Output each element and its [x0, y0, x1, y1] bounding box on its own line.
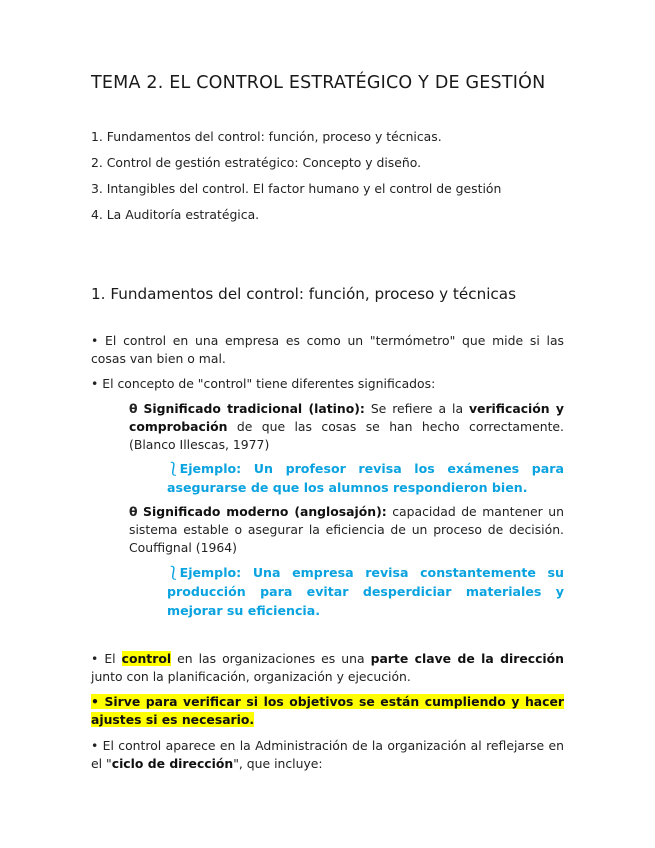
highlight-purpose: • Sirve para verificar si los objetivos se están cumpliendo y hacer ajustes si es necesario.: [91, 694, 564, 727]
p5-pre: • El control aparece en la Administración de la organización al reflejarse en el ": [91, 738, 564, 771]
example-marker-icon: ⎱: [167, 461, 180, 476]
toc-item-3: 3. Intangibles del control. El factor humano y el control de gestión: [91, 181, 502, 196]
example-teacher: [167, 459, 564, 497]
example-company: [167, 563, 564, 620]
paragraph-purpose: [91, 693, 564, 729]
highlight-control: control: [121, 651, 172, 666]
theta-bullet-icon: θ: [129, 504, 138, 519]
toc-item-1: 1. Fundamentos del control: función, proceso y técnicas.: [91, 129, 442, 144]
example-marker-icon: ⎱: [167, 565, 180, 580]
example-teacher-text: Ejemplo: Un profesor revisa los exámenes para asegurarse de que los alumnos respondieron bien.: [167, 461, 564, 495]
paragraph-control-role: [91, 650, 564, 686]
traditional-meaning: [129, 400, 564, 454]
paragraph-thermometer: • El control en una empresa es como un "termómetro" que mide si las cosas van bien o mal.: [91, 333, 564, 366]
toc-item-2: 2. Control de gestión estratégico: Concepto y diseño.: [91, 155, 422, 170]
theta-bullet-icon: θ: [129, 401, 138, 416]
modern-meaning: [129, 503, 564, 557]
p5-post: ", que incluye:: [233, 756, 323, 771]
traditional-text-1: Se refiere a la: [364, 401, 469, 416]
traditional-text-2: de que las cosas se han hecho correctamente. (Blanco Illescas, 1977): [129, 419, 564, 452]
paragraph-meanings: • El concepto de "control" tiene diferentes significados:: [91, 376, 436, 391]
example-company-text: Ejemplo: Una empresa revisa constantemente su producción para evitar desperdiciar materiales y mejorar su eficiencia.: [167, 565, 564, 618]
modern-label: Significado moderno (anglosajón):: [143, 504, 387, 519]
paragraph-cycle: [91, 737, 564, 773]
p3-mid: en las organizaciones es una: [171, 651, 371, 666]
page-title: TEMA 2. EL CONTROL ESTRATÉGICO Y DE GESTIÓN: [91, 73, 546, 93]
p3-pre: • El: [91, 651, 122, 666]
traditional-bold: verificación y comprobación: [129, 401, 565, 434]
p3-post: junto con la planificación, organización y ejecución.: [91, 669, 411, 684]
p3-bold: parte clave de la dirección: [370, 651, 564, 666]
toc-item-4: 4. La Auditoría estratégica.: [91, 207, 260, 222]
modern-text: capacidad de mantener un sistema estable o asegurar la eficiencia de un proceso de decisión. Couffignal (1964): [129, 504, 564, 555]
p5-bold: ciclo de dirección: [111, 756, 234, 771]
traditional-label: Significado tradicional (latino):: [143, 401, 365, 416]
section-heading: 1. Fundamentos del control: función, proceso y técnicas: [91, 285, 516, 303]
